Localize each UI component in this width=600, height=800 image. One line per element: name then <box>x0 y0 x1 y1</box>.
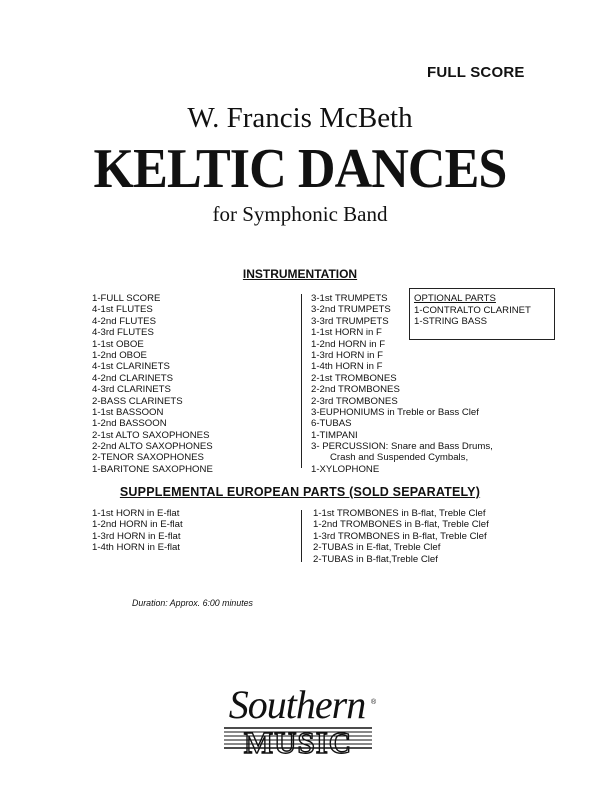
instrument-list-item: Crash and Suspended Cymbals, <box>330 452 469 464</box>
instrument-list-item: 1-2nd HORN in F <box>311 338 386 350</box>
logo-music-text: MUSIC <box>243 725 353 760</box>
instrument-list-item: 1-BARITONE SAXOPHONE <box>92 463 213 475</box>
instrument-list-item: 3-1st TRUMPETS <box>311 293 388 304</box>
instrument-list-item: 2-1st TROMBONES <box>311 372 397 384</box>
instrument-list-item: 3-2nd TRUMPETS <box>311 304 391 316</box>
instrument-list-item: 4-2nd FLUTES <box>92 315 156 327</box>
instrument-list-item: 1-1st HORN in F <box>311 327 382 339</box>
registered-mark: ® <box>371 699 377 706</box>
instrument-list-item: 2-2nd TROMBONES <box>311 384 400 396</box>
instrument-list-item: 2-BASS CLARINETS <box>92 395 183 407</box>
supplemental-part-item: 1-2nd TROMBONES in B-flat, Treble Clef <box>313 519 489 531</box>
supplemental-column-1 <box>92 508 183 554</box>
supplemental-part-item: 2-TUBAS in E-flat, Treble Clef <box>313 542 441 554</box>
instrument-list-item: 6-TUBAS <box>311 418 352 430</box>
optional-part-item: 1-CONTRALTO CLARINET <box>414 304 531 316</box>
instrument-list-item: 1-2nd BASSOON <box>92 418 167 430</box>
optional-parts-list <box>414 293 531 328</box>
composer-name: W. Francis McBeth <box>187 102 413 134</box>
instrument-list-item: 4-3rd CLARINETS <box>92 384 171 396</box>
instrument-list-item: 2-TENOR SAXOPHONES <box>92 452 204 464</box>
instrument-list-item: 1-1st OBOE <box>92 338 144 350</box>
instrument-list-item: 3- PERCUSSION: Snare and Bass Drums, <box>311 441 493 453</box>
instrument-list-item: 1-1st BASSOON <box>92 406 164 418</box>
full-score-label: FULL SCORE <box>427 64 525 81</box>
instrument-list-item: 4-1st FLUTES <box>92 304 153 316</box>
column-divider <box>301 294 302 468</box>
optional-part-item: 1-STRING BASS <box>414 316 488 328</box>
instrument-list-item: 4-2nd CLARINETS <box>92 372 174 384</box>
instrumentation-column-1 <box>92 293 213 475</box>
subtitle: for Symphonic Band <box>212 202 388 226</box>
instrument-list-item: 1-3rd HORN in F <box>311 349 383 361</box>
instrument-list-item: 1-FULL SCORE <box>92 293 161 304</box>
instrument-list-item: 2-1st ALTO SAXOPHONES <box>92 429 210 441</box>
instrument-list-item: 1-TIMPANI <box>311 429 358 441</box>
supplemental-part-item: 1-1st HORN in E-flat <box>92 508 180 519</box>
supplemental-part-item: 2-TUBAS in B-flat,Treble Clef <box>313 553 438 565</box>
supplemental-part-item: 1-3rd TROMBONES in B-flat, Treble Clef <box>313 530 487 542</box>
supplemental-part-item: 1-3rd HORN in E-flat <box>92 530 181 542</box>
instrument-list-item: 4-1st CLARINETS <box>92 361 170 373</box>
supplemental-column-2 <box>302 508 489 565</box>
instrumentation-heading: INSTRUMENTATION <box>242 267 358 281</box>
duration-note: Duration: Approx. 6:00 minutes <box>132 598 253 608</box>
logo-southern-text: Southern <box>228 682 366 727</box>
instrument-list-item: 3-3rd TRUMPETS <box>311 315 389 327</box>
page-title: KELTIC DANCES <box>93 138 507 200</box>
instrument-list-item: 2-2nd ALTO SAXOPHONES <box>92 441 213 453</box>
instrument-list-item: 1-XYLOPHONE <box>311 463 380 475</box>
supplemental-heading: SUPPLEMENTAL EUROPEAN PARTS (SOLD SEPARATELY) <box>119 485 481 499</box>
supplemental-part-item: 1-4th HORN in E-flat <box>92 542 180 554</box>
supplemental-part-item: 1-2nd HORN in E-flat <box>92 519 183 531</box>
instrument-list-item: 2-3rd TROMBONES <box>311 395 398 407</box>
supplemental-part-item: 1-1st TROMBONES in B-flat, Treble Clef <box>313 508 486 519</box>
instrument-list-item: 1-4th HORN in F <box>311 361 383 373</box>
instrument-list-item: 3-EUPHONIUMS in Treble or Bass Clef <box>311 406 479 418</box>
optional-parts-heading: OPTIONAL PARTS <box>414 293 496 304</box>
instrument-list-item: 1-2nd OBOE <box>92 349 147 361</box>
instrument-list-item: 4-3rd FLUTES <box>92 327 154 339</box>
southern-music-logo <box>218 682 378 762</box>
